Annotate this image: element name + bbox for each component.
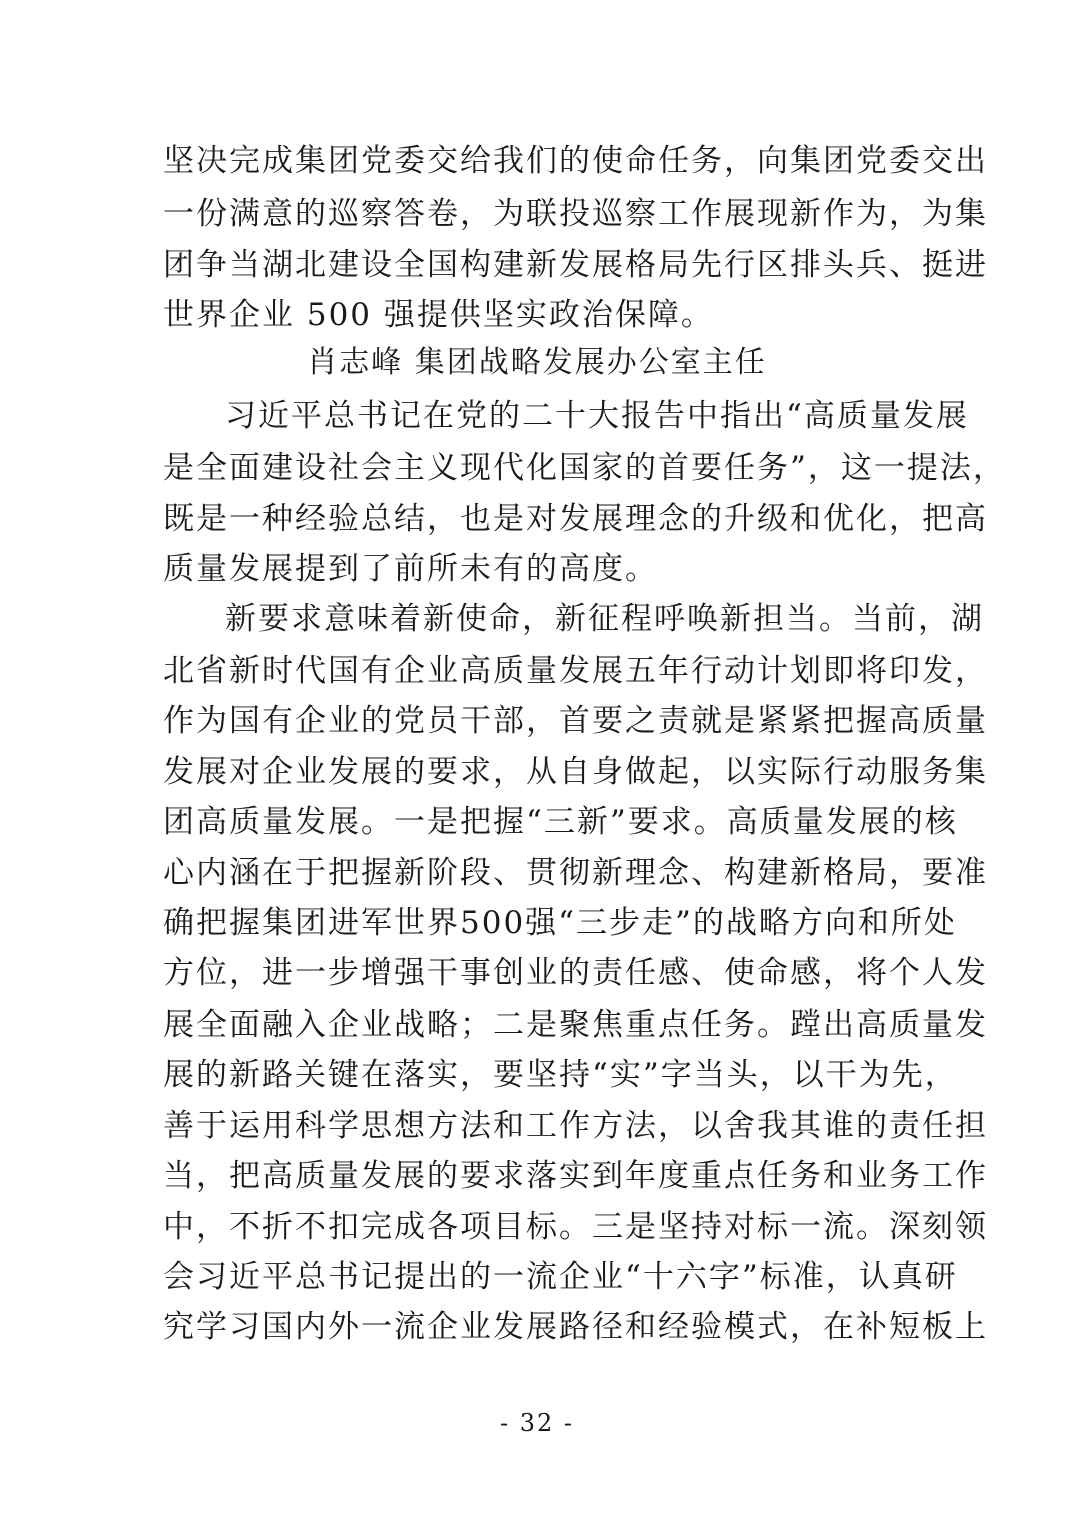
paragraph-2-line: 展全面融入企业战略；二是聚焦重点任务。蹚出高质量发 bbox=[163, 1007, 988, 1043]
paragraph-2-line: 发展对企业发展的要求，从自身做起，以实际行动服务集 bbox=[163, 754, 988, 790]
intro-line: 团争当湖北建设全国构建新发展格局先行区排头兵、挺进 bbox=[163, 247, 988, 283]
paragraph-2-line: 北省新时代国有企业高质量发展五年行动计划即将印发， bbox=[163, 653, 988, 689]
paragraph-1-line: 既是一种经验总结，也是对发展理念的升级和优化，把高 bbox=[163, 501, 988, 537]
paragraph-2-line: 团高质量发展。一是把握“三新”要求。高质量发展的核 bbox=[163, 804, 958, 840]
intro-line: 世界企业 500 强提供坚实政治保障。 bbox=[163, 297, 714, 333]
paragraph-2-line: 中，不折不扣完成各项目标。三是坚持对标一流。深刻领 bbox=[163, 1209, 988, 1245]
intro-line: 一份满意的巡察答卷，为联投巡察工作展现新作为，为集 bbox=[163, 196, 988, 232]
intro-line: 坚决完成集团党委交给我们的使命任务，向集团党委交出 bbox=[163, 143, 988, 179]
paragraph-2-line: 究学习国内外一流企业发展路径和经验模式，在补短板上 bbox=[163, 1309, 988, 1345]
paragraph-1-line: 是全面建设社会主义现代化国家的首要任务”，这一提法， bbox=[163, 450, 1006, 486]
paragraph-2-line: 作为国有企业的党员干部，首要之责就是紧紧把握高质量 bbox=[163, 703, 988, 739]
paragraph-2-line: 会习近平总书记提出的一流企业“十六字”标准，认真研 bbox=[163, 1259, 958, 1295]
paragraph-2-line: 心内涵在于把握新阶段、贯彻新理念、构建新格局，要准 bbox=[163, 855, 988, 891]
page-number: - 32 - bbox=[499, 1409, 574, 1437]
paragraph-2-line: 当，把高质量发展的要求落实到年度重点任务和业务工作 bbox=[163, 1158, 988, 1194]
paragraph-2-line: 方位，进一步增强干事创业的责任感、使命感，将个人发 bbox=[163, 955, 988, 991]
paragraph-2-line: 展的新路关键在落实，要坚持“实”字当头，以干为先， bbox=[163, 1057, 958, 1093]
paragraph-1-line: 质量发展提到了前所未有的高度。 bbox=[163, 551, 658, 587]
paragraph-2-line: 确把握集团进军世界500强“三步走”的战略方向和所处 bbox=[163, 905, 957, 941]
paragraph-1-line: 习近平总书记在党的二十大报告中指出“高质量发展 bbox=[225, 398, 969, 434]
paragraph-2-line: 新要求意味着新使命，新征程呼唤新担当。当前，湖 bbox=[225, 601, 984, 637]
speaker-heading: 肖志峰 集团战略发展办公室主任 bbox=[307, 345, 767, 380]
paragraph-2-line: 善于运用科学思想方法和工作方法，以舍我其谁的责任担 bbox=[163, 1108, 988, 1144]
